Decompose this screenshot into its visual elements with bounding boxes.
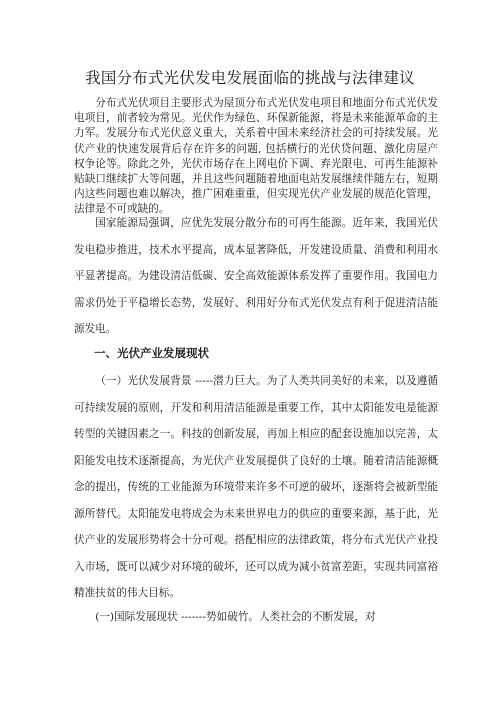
intro-paragraph: 分布式光伏项目主要形式为屋顶分布式光伏发电项目和地面分布式光伏发电项目，前者较为常见。光伏作为绿色、环保新能源，将是未来能源革命的主力军。发展分布式光伏意义重大，关系着中国未来经济社会的可持续发展。光伏产业的快速发展背后存在许多的问题, 包括横行的光伏贷问题、激化房屋产权争论等。除此之外，光伏市场存在上网电价下调、弃光限电、可再生能源补贴缺口继续扩大等问题，并且这些问题随着地面电站发展继续伴随左右，短期内这些问题也难以解决，推广困难重重，但实现光伏产业发展的规范化管理，法律是不可或缺的。 — [74, 97, 438, 216]
body-paragraph: 国家能源局强调，应优先发展分散分布的可再生能源。近年来，我国光伏发电稳步推进，技术水平提高，成本显著降低，开发建设质量、消费和利用水平显著提高。为建设清洁低碳、安全高效能源体系发挥了重要作用。我国电力需求仍处于平稳增长态势，发展好、利用好分布式光伏发点有利于促进清洁能源发电。 — [74, 217, 438, 335]
document-title: 我国分布式光伏发电发展面临的挑战与法律建议 — [85, 69, 415, 87]
section-heading: 一、光伏产业发展现状 — [94, 346, 209, 360]
section-paragraph: （一）光伏发展背景 -----潜力巨大。为了人类共同美好的未来，以及遵循可持续发展的原则，开发和利用清洁能源是重要工作，其中太阳能发电是能源转型的关键因素之一。科技的创新发展，再加上相应的配套设施加以完善，太阳能发电技术逐渐提高，为光伏产业发展提供了良好的土壤。随着清洁能源概念的提出，传统的工业能源为环境带来许多不可逆的破坏，逐渐将会被新型能源所替代。太阳能发电将成会为未来世界电力的供应的重要来源，基于此，光伏产业的发展形势将会十分可观。搭配相应的法律政策，将分布式光伏产业投入市场，既可以减少对环境的破坏，还可以成为减小贫富差距，实现共同富裕精准扶贫的伟大目标。 — [74, 375, 438, 599]
section-paragraph-partial: (一)国际发展现状 -------势如破竹。人类社会的不断发展，对 — [95, 611, 376, 623]
